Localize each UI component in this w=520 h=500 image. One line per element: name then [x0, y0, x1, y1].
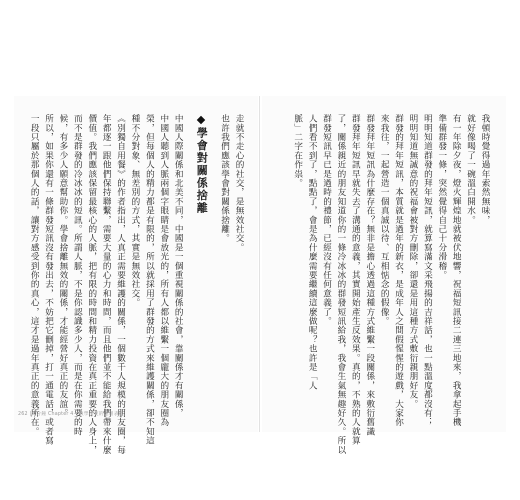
- paragraph: 群發短訊早已是過時的禮節，已經沒有任何意義了。: [321, 114, 332, 326]
- spacer: [185, 114, 193, 406]
- paragraph: 有一年除夕夜，燈火輝煌地就被伏地響，祝福短訊接二連三地來，我拿起手機: [451, 114, 462, 427]
- paragraph: 了，關係親近的朋友知道你的一條冷冰冰的群發短訊給我，我會生氣無趣好久。所以: [335, 114, 346, 455]
- paragraph: 候，有多少人願意幫助你。學會捨離無效的關係，才能經營好真正的友誼。: [57, 114, 68, 418]
- paragraph: 走就不走心的社交，是無效社交。: [234, 114, 244, 252]
- paragraph: 就好像喝了一碗溫白開水。: [465, 114, 476, 225]
- paragraph: 來我往，一起營造一個真誠以待、互相惦念的假像。: [379, 114, 390, 326]
- paragraph: 價值。我們應該保留最核心的人脈，把有限的時間和精力投資在真正重要的人身上，: [86, 114, 97, 455]
- spacer: [209, 114, 217, 406]
- diamond-bullet-icon: [197, 116, 205, 124]
- right-page-text: [256, 114, 492, 455]
- right-page: [262, 96, 506, 455]
- paragraph: 也許我們應該學會對關係捨離。: [219, 114, 230, 243]
- paragraph: 明明知道群發的拜年短訊，就算寫滿文采飛揚的吉祥話，也一點溫度都沒有；: [422, 114, 433, 427]
- paragraph: 年都逐一跟他們保持聯繫，需要大量的心力和時間，而且他們並不能給我們帶來什麼: [101, 114, 112, 455]
- paragraph: 群發的拜年短訊，本質就是過年的新衣，是成年人之間假惺惺的遊戲，大家你: [393, 114, 404, 427]
- paragraph: 而不是群發的冷冰冰的短訊。所謂人脈，不是你認識多少人，而是在你需要的時: [72, 114, 83, 436]
- paragraph: 中國人聽到人脈兩個字眼睛是會放光的，所有人都以維繫一個龐大的朋友圈為: [158, 114, 169, 427]
- paragraph: 中國人際關係和北美不同，中國是一個重視關係的社會，靠關係才有關係，: [173, 114, 184, 418]
- paragraph: 明明知道無誠意的祝福會被對方刪除，卻還是用這種方式敷衍親朋好友。: [407, 114, 418, 409]
- paragraph: 我頓時覺得過年索然無味，: [480, 114, 490, 225]
- paragraph: 《別獨自用餐》的作者指出，人真正需要維護的關係，一個數千人規模的朋友圈，每: [115, 114, 126, 455]
- left-page: [14, 96, 258, 455]
- paragraph: 榮，但每個人的精力都是有限的，所以就採用了群發的方式來維護關係，卻不知這: [144, 114, 155, 446]
- paragraph: 種不分對象、無差別的方式，其實是無效社交。: [129, 114, 140, 308]
- page-footer: 262 | 5分鐘 Chapter 4 · 數學社交的應用表現: [18, 412, 124, 417]
- paragraph: 脈」二字在作祟。: [292, 114, 303, 188]
- paragraph: 人們看不到了，點點了，會是為什麼需要繼續這麼做呢？也許是「人: [307, 114, 318, 390]
- section-title: 學會對關係捨離: [195, 127, 209, 215]
- paragraph: 群發拜年短訊早就失去了溝通的意義，其實開始產生反效果。真的，不熟的人就算: [350, 114, 361, 446]
- paragraph: 所以，如果你還有一條群發短訊沒有發出去，不妨把它刪掉，打一通電話，或者寫: [43, 114, 54, 446]
- paragraph: 一段只屬於那個人的話，讓對方感受到你的真心，這才是過年真正的意義所在。: [29, 114, 40, 436]
- section-heading: [193, 114, 209, 406]
- paragraph: 準備群發一條，突然覺得自己十分滑稽。: [436, 114, 447, 280]
- paragraph: 群發拜年短訊為什麼存在？無非是擔心透過這種方式維繫一段關係，來敷衍舊識: [364, 114, 375, 436]
